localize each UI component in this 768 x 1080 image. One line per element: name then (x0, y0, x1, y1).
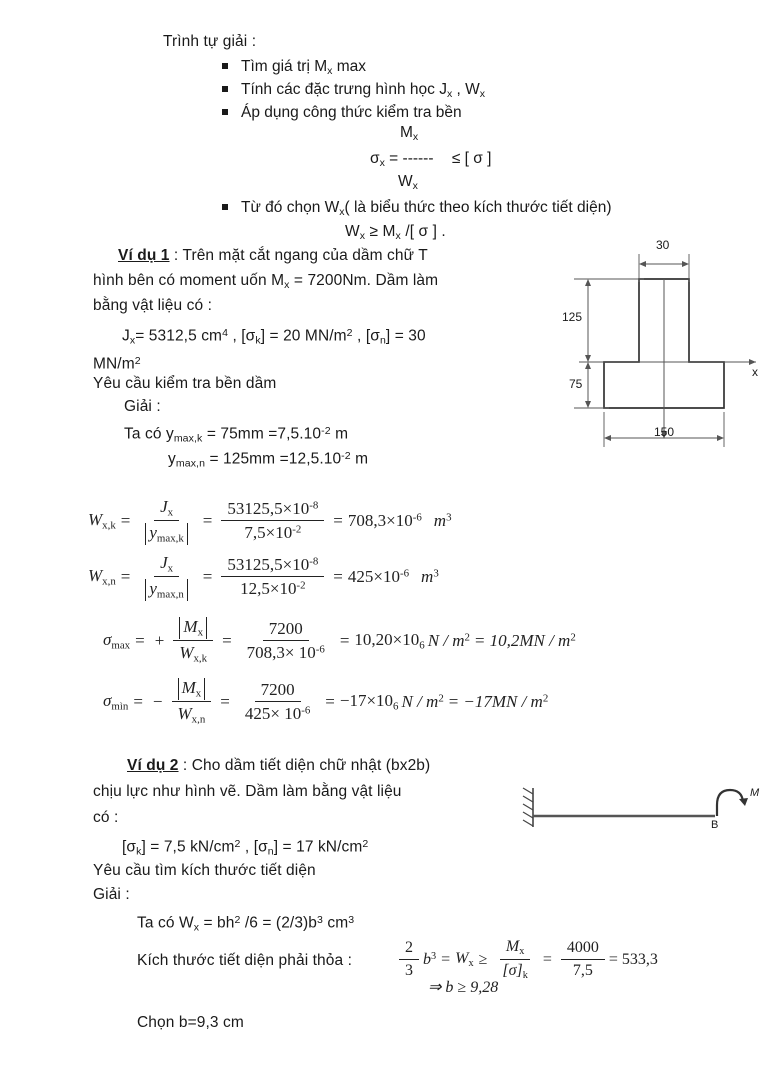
sigmamax-result-unit: N / m (427, 630, 465, 650)
wxk-lhs: W (88, 510, 103, 530)
sigma-k2-value: ] = 7,5 kN/cm (141, 838, 235, 856)
sigmamin-num-m: M (181, 678, 196, 697)
equation-wxn: $W_{x,n}$ = $\frac{J_x}{y_{max,n}}$ = $\frac{53125,5\times 10^{-8}}{12,5\times 10^{-2}}$ = $425\times 10^{-6}$ $m^3$ (88, 553, 439, 600)
sigma-k-exp: 2 (346, 327, 353, 339)
ymax-n-pre: y (168, 450, 176, 468)
square-bullet-icon (222, 109, 228, 115)
wxk-num-exp: -8 (309, 499, 319, 512)
wxk-den-exp: -2 (292, 523, 302, 536)
sigmamax-lhs-sub: max (111, 639, 131, 652)
bullet-2-text-before: Tính các đặc trưng hình học J (241, 81, 447, 98)
example1-label: Ví dụ 1 (118, 247, 170, 264)
equals-sign: = (389, 150, 399, 167)
sigmamax-frac-numeric (241, 619, 331, 662)
dim150-arrow-right (717, 435, 724, 441)
example1-ymax-n (168, 443, 368, 477)
axis-label-x: x (752, 365, 758, 379)
sigma-n2-sub: n (267, 845, 274, 858)
dim125-arrow-top (585, 279, 591, 286)
sigmamin-den-w: W (177, 703, 192, 723)
cond-w: W (455, 950, 469, 968)
example1-requirement: Yêu cầu kiểm tra bền dầm (93, 375, 277, 392)
strength-formula-main-line (370, 150, 491, 169)
example2-line1-text: : Cho dầm tiết diện chữ nhật (bx2b) (178, 757, 431, 774)
cond-w-sub: x (468, 958, 474, 970)
bullet-1-text-after: max (332, 58, 366, 75)
example1-line1 (118, 243, 428, 269)
example1-given-values (122, 320, 426, 354)
denominator-W: W (398, 173, 413, 190)
example2-choice: Chọn b=9,3 cm (137, 1014, 244, 1031)
moment-arc (717, 790, 743, 816)
strength-formula-denominator (398, 173, 418, 192)
Jx-sub: x (129, 334, 136, 347)
wxk-den-y: y (149, 522, 157, 542)
dim-label-75: 75 (569, 377, 583, 391)
sigma-k2-sub: k (136, 845, 142, 858)
sigmamin-final-exp: 2 (542, 692, 549, 705)
wxk-num-j-sub: x (167, 506, 174, 519)
sigmamax-result-unit-exp: 2 (464, 631, 470, 644)
wxk-unit: m (433, 510, 447, 530)
sigmamin-den-w-sub: x,n (191, 713, 206, 725)
sigmamax-result-sub: 6 (419, 639, 425, 652)
ymax-k-exp: -2 (321, 425, 331, 437)
ymax-k-pre: Ta có y (124, 425, 174, 443)
w-symbol: W (345, 223, 360, 240)
sigmamin-lhs: σ (103, 691, 112, 711)
cond-num-4000: 4000 (561, 939, 605, 959)
wxn-lhs-sub: x,n (102, 575, 116, 588)
Jx-symbol: J (122, 327, 130, 345)
cond-result: = 533,3 (608, 950, 658, 968)
unit-exp: 2 (134, 355, 141, 367)
wxn-num-exp: -8 (309, 555, 319, 568)
w-sub: x (359, 229, 366, 242)
sigmamin-result-unit: N / m (401, 691, 439, 711)
cond-b: b (423, 950, 431, 968)
dim30-arrow-left (639, 261, 646, 267)
wx2-mid2: /6 = (2/3)b (240, 914, 318, 932)
dim30-arrow-right (682, 261, 689, 267)
bullet-item-3 (222, 101, 462, 125)
sigma-k-sub: k (255, 334, 261, 347)
bullet-2-text-after: , W (452, 81, 480, 98)
cond-frac-numeric (561, 939, 605, 980)
cond-den-sigma-sub: k (522, 969, 528, 981)
sigmamin-den-value: 425× 10 (244, 703, 302, 723)
wxk-den-y-sub: max,k (156, 532, 184, 544)
example2-line3: có : (93, 809, 119, 826)
bullet-1-sub: x (327, 64, 333, 77)
example1-line2-post: = 7200Nm. Dầm làm (289, 272, 439, 289)
wx2-pre: Ta có W (137, 914, 194, 932)
wxn-num-j-sub: x (167, 562, 174, 575)
m-sub: x (395, 229, 401, 242)
wx2-mid: = bh (199, 914, 235, 932)
ymax-n-sub: max,n (175, 457, 206, 470)
sigmamax-den-w: W (179, 642, 194, 662)
sigmamin-num-value: 7200 (255, 680, 301, 702)
numerator-M: M (400, 124, 413, 141)
sigma-sub: x (379, 156, 385, 169)
w-tail: /[ σ ] . (400, 223, 446, 240)
wxn-unit-exp: 3 (433, 567, 439, 580)
ymax-k-sub: max,k (173, 432, 203, 445)
sigmamax-num-m: M (183, 617, 198, 636)
sigmamax-final: 10,2MN / m (489, 630, 571, 650)
cond-equals: = (441, 950, 451, 968)
sigma-n-value: ] = 30 (385, 327, 426, 345)
sigmamax-result: 10,20×10 (354, 630, 420, 650)
sigma-n-pre: , [σ (352, 327, 380, 345)
bullet-3-text: Áp dụng công thức kiểm tra bền (241, 104, 462, 121)
ymax-n-exp: -2 (341, 450, 351, 462)
square-bullet-icon (222, 63, 228, 69)
wxk-frac-jx-over-ymax (139, 497, 193, 545)
unit-MN-m: MN/m (93, 355, 135, 373)
sigmamax-final-exp: 2 (570, 631, 576, 644)
bullet-2-sub2: x (479, 87, 486, 100)
wxn-den-value: 12,5×10 (240, 578, 297, 598)
section-heading: Trình tự giải : (163, 33, 257, 50)
sigmamax-num-m-sub: x (197, 626, 203, 639)
dim75-arrow-top (585, 362, 591, 369)
wxn-den-exp: -2 (296, 579, 306, 592)
sigma-n2-exp: 2 (362, 838, 369, 850)
wxk-result-exp: -6 (412, 511, 422, 524)
wxk-lhs-sub: x,k (102, 519, 116, 532)
example1-line2-sub: x (284, 278, 290, 291)
example1-line2-pre: hình bên có moment uốn M (93, 272, 285, 289)
wxk-den-value: 7,5×10 (244, 522, 293, 542)
dim75-arrow-bottom (585, 401, 591, 408)
ymax-k-post: m (330, 425, 349, 443)
example2-solution-label: Giải : (93, 886, 130, 903)
wxn-den-y-sub: max,n (156, 588, 184, 600)
dim150-arrow-left (604, 435, 611, 441)
sigma-symbol: σ (370, 150, 380, 167)
equation-wxk: $W_{x,k}$ = $\frac{J_x}{y_{max,k}}$ = $\frac{53125,5\times 10^{-8}}{7,5\times 10^{-2}}$ = $708,3\times 10^{-6}$ $m^3$ (88, 497, 452, 544)
sigma-k2-pre: [σ (122, 838, 137, 856)
cond-num-m: M (505, 938, 520, 955)
dim-label-150: 150 (654, 425, 675, 439)
sigma-k-value: ] = 20 MN/m (260, 327, 347, 345)
ymax-n-mid: = 125mm =12,5.10 (205, 450, 342, 468)
example2-line2: chịu lực như hình vẽ. Dầm làm bằng vật liệu (93, 783, 402, 800)
condition-implication: ⇒ b ≥ 9,28 (428, 979, 499, 996)
example2-condition-label: Kích thước tiết diện phải thỏa : (137, 952, 353, 969)
sigma-n-sub: n (379, 334, 386, 347)
sigmamax-den-exp: -6 (315, 643, 325, 656)
moment-label-M: M (750, 787, 760, 799)
wxn-lhs: W (88, 566, 103, 586)
wx2-unit: cm (323, 914, 349, 932)
example1-solution-label: Giải : (124, 398, 161, 415)
t-beam-figure (562, 232, 766, 457)
moment-arrowhead (739, 798, 748, 806)
example1-line1-text: : Trên mặt cắt ngang của dầm chữ T (169, 247, 428, 264)
Jx-value: = 5312,5 cm (135, 327, 223, 345)
equation-sigma-max: $\sigma_{max}$ = + $\frac{M_x}{W_{x,k}}$ = $\frac{7200}{708,3\times 10^{-6}}$ = $10,20\times 10_6$ N / $m^2$ = $10,2MN / m^2$ (103, 617, 576, 664)
square-bullet-icon (222, 86, 228, 92)
cond-ge: ≥ (478, 950, 488, 968)
ymax-k-mid: = 75mm =7,5.10 (202, 425, 322, 443)
sigmamin-sign: − (152, 691, 163, 711)
wxn-unit: m (421, 566, 434, 586)
bullet-4-text-after: ( là biểu thức theo kích thước tiết diện) (344, 199, 612, 216)
example2-requirement: Yêu cầu tìm kích thước tiết diện (93, 862, 316, 879)
sigmamin-result: −17×10 (339, 691, 394, 711)
wxn-num-j: J (160, 553, 168, 572)
wxk-num-value: 53125,5×10 (227, 499, 310, 519)
wxn-frac-numeric (221, 555, 324, 598)
sigma-k2-exp: 2 (234, 838, 241, 850)
bullet-4-text-before: Từ đó chọn W (241, 199, 340, 216)
wxn-den-y: y (149, 578, 157, 598)
sigmamax-sign: + (154, 630, 165, 650)
wall-hatching (523, 788, 533, 826)
sigma-n2-value: ] = 17 kN/cm (273, 838, 363, 856)
numerator-M-sub: x (412, 130, 419, 143)
Jx-unit-exp: 4 (222, 327, 229, 339)
wx2-unit-exp: 3 (348, 914, 355, 926)
allowable-stress-compare: ≤ [ σ ] (451, 150, 492, 167)
bullet-1-text-before: Tìm giá trị M (241, 58, 328, 75)
sigmamin-frac-symbolic (172, 678, 212, 726)
wxn-result: 425×10 (347, 566, 400, 586)
wxk-frac-numeric (221, 499, 324, 542)
square-bullet-icon (222, 204, 228, 210)
sigmamin-num-m-sub: x (195, 687, 202, 700)
cond-b-exp: 3 (431, 950, 437, 962)
example2-label: Ví dụ 2 (127, 757, 179, 774)
bullet-2-sub: x (446, 87, 453, 100)
sigmamax-frac-symbolic (173, 617, 213, 665)
example2-wx-expression (137, 907, 354, 941)
bullet-4-sub: x (339, 205, 345, 218)
point-label-B: B (711, 819, 719, 831)
sigmamin-result-unit-exp: 2 (438, 692, 444, 705)
example2-line1 (127, 753, 430, 779)
sigma-k-pre: , [σ (228, 327, 256, 345)
sigmamin-final: −17MN / m (463, 691, 543, 711)
wx2-exp: 2 (234, 914, 241, 926)
cond-den-sigma: [σ] (502, 961, 523, 979)
dim125-arrow-bottom (585, 355, 591, 362)
strength-formula-numerator (400, 124, 418, 143)
denominator-W-sub: x (412, 179, 418, 192)
sigmamin-lhs-sub: mìn (111, 700, 129, 713)
wx2-exp2: 3 (317, 914, 323, 926)
wxn-result-exp: -6 (399, 567, 410, 580)
wxk-result: 708,3×10 (347, 510, 413, 530)
sigma-n2-pre: , [σ (240, 838, 268, 856)
cond-frac-two-thirds (399, 939, 419, 980)
cond-frac-den: 3 (405, 961, 413, 979)
example1-line3: bằng vật liệu có : (93, 297, 212, 314)
wxn-frac-jx-over-ymax (139, 553, 193, 601)
dim-label-125: 125 (562, 310, 583, 324)
ymax-n-post: m (350, 450, 369, 468)
sigmamin-result-sub: 6 (393, 700, 399, 713)
w-relation: ≥ M (365, 223, 396, 240)
sigmamax-den-value: 708,3× 10 (246, 642, 316, 662)
cantilever-beam-figure (505, 775, 760, 855)
cond-num-m-sub: x (519, 946, 525, 958)
sigmamax-num-value: 7200 (263, 619, 309, 641)
wxn-num-value: 53125,5×10 (227, 555, 310, 575)
wx2-sub: x (193, 921, 200, 934)
cond-den-75: 7,5 (572, 961, 593, 979)
equation-section-condition: $\frac{2}{3}$ $b^3$ = $W_x$ ≥ $\frac{M_x}{[\sigma]_k}$ = $\frac{4000}{7,5}$ = 533,3 (395, 938, 658, 982)
sigmamin-den-exp: -6 (301, 704, 311, 717)
equation-sigma-min: $\sigma_{mìn}$ = − $\frac{M_x}{W_{x,n}}$ = $\frac{7200}{425\times 10^{-6}}$ = $-17\times 10_6$ N / $m^2$ = $-17MN / m^2$ (103, 678, 549, 725)
dim-label-30: 30 (656, 238, 670, 252)
fraction-bar-ascii: ------ (402, 150, 434, 167)
sigmamax-lhs: σ (103, 630, 112, 650)
sigmamax-den-w-sub: x,k (193, 652, 208, 664)
wxk-unit-exp: 3 (446, 511, 452, 524)
cond-frac-mx-over-sigma (496, 938, 533, 982)
cond-frac-num: 2 (399, 939, 419, 959)
sigmamin-frac-numeric (239, 680, 316, 723)
wxk-num-j: J (160, 497, 168, 516)
